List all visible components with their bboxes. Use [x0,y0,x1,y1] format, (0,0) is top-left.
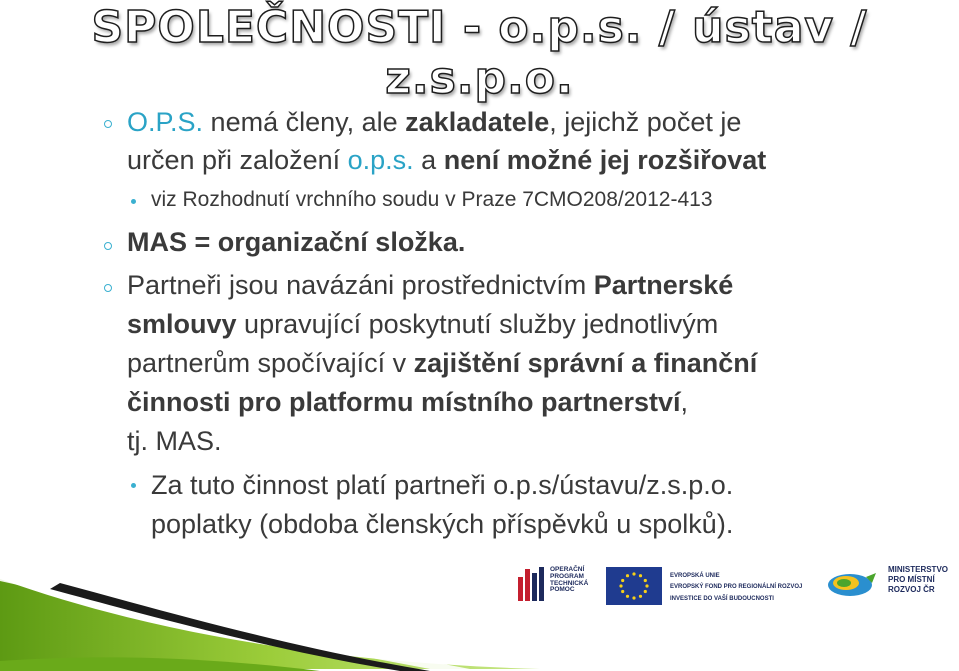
logo-text-line: TECHNICKÁ [550,579,589,587]
text-bold: smlouvy [127,309,237,339]
eu-flag-icon [606,567,662,605]
text: upravující poskytnutí služby jednotlivým [236,309,719,339]
logo-text-line: EVROPSKÁ UNIE [670,573,720,579]
logo-text-line: ROZVOJ ČR [888,585,935,594]
logo-optp [518,563,600,613]
optp-logo-icon [518,567,544,601]
logo-text-line: OPERAČNÍ [550,566,585,573]
text: určen při založení [127,145,348,175]
bullet-3-line-3 [127,348,757,379]
logo-text-line: PROGRAM [550,572,584,580]
decorative-swoosh [0,541,959,671]
logo-text-line: INVESTICE DO VAŠÍ BUDOUCNOSTI [670,595,774,602]
bullet-ring-icon [104,242,112,250]
bullet-3-line-1 [127,270,733,301]
text: , jejichž počet je [549,107,742,137]
bullet-1-line-1 [127,107,741,138]
logo-text-line: PRO MÍSTNÍ [888,575,935,584]
bullet-3-sub-line-1: Za tuto činnost platí partneři o.p.s/ústavu/z.s.p.o. [151,470,734,500]
text: Partneři jsou navázáni prostřednictvím [127,270,594,300]
text-ops: O.P.S. [127,107,204,137]
logo-mmr [826,561,956,611]
bullet-1-sub: viz Rozhodnutí vrchního soudu v Praze 7CMO208/2012-413 [151,188,713,211]
logo-text-line: EVROPSKÝ FOND PRO REGIONÁLNÍ ROZVOJ [670,584,803,591]
logo-eu [606,565,806,613]
footer [0,541,959,671]
text: nemá členy, ale [203,107,406,137]
mmr-logo-icon [826,567,878,603]
bullet-3-line-5: tj. MAS. [127,426,222,456]
slide-title: SPOLEČNOSTI - o.p.s. / ústav / z.s.p.o. [91,2,868,104]
text-bold: činnosti pro platformu místního partnerství [127,387,681,417]
text-bold: Partnerské [593,270,734,300]
text-bold: zakladatele [405,107,550,137]
bullet-1-line-2 [127,145,766,176]
bullet-2: MAS = organizační složka. [127,227,466,257]
text-bold: zajištění správní a finanční [413,348,758,378]
logo-text-line: MINISTERSTVO [888,565,949,574]
bullet-3-sub-line-2: poplatky (obdoba členských příspěvků u spolků). [151,509,734,539]
text: a [413,145,444,175]
text-bold: není možné jej rozšiřovat [443,145,767,175]
logo-text-line: POMOC [550,586,575,594]
text-ops: o.p.s. [347,145,414,175]
bullet-ring-icon [104,120,112,128]
text: partnerům spočívající v [127,348,414,378]
bullet-3-line-4 [127,387,688,418]
bullet-3-line-2 [127,309,718,340]
bullet-dot-icon [131,199,136,204]
text: , [680,387,689,417]
bullet-ring-icon [104,284,112,292]
bullet-dot-icon [131,483,136,488]
